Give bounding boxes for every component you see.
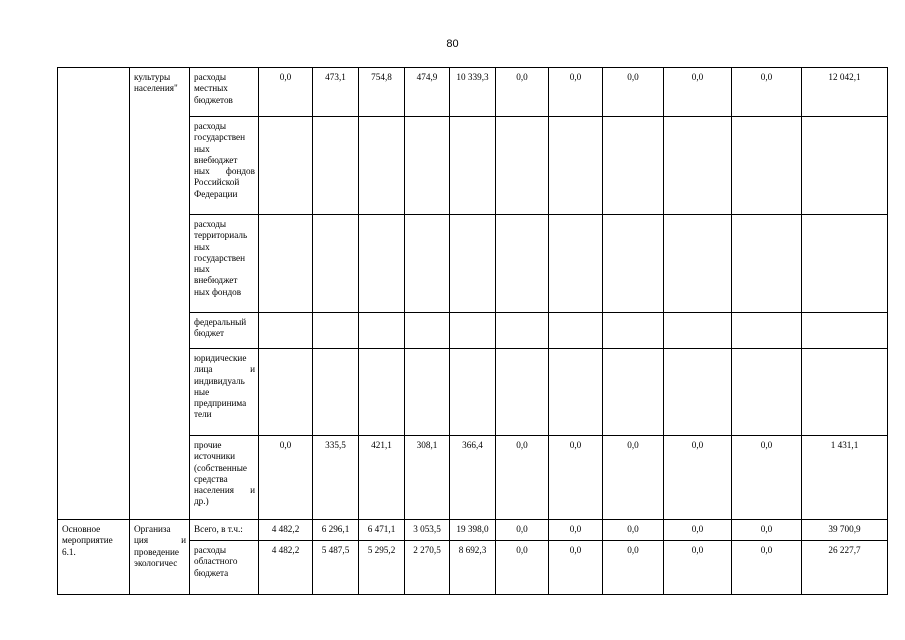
value-cell <box>359 313 405 349</box>
value-cell <box>802 117 888 215</box>
value-cell <box>732 117 802 215</box>
page-number: 80 <box>446 38 459 50</box>
funding-source-cell: расходы местных бюджетов <box>190 68 259 117</box>
value-cell <box>603 215 664 313</box>
value-cell <box>359 117 405 215</box>
value-cell <box>549 313 603 349</box>
value-cell <box>450 313 496 349</box>
value-cell: 0,0 <box>603 520 664 541</box>
value-cell <box>313 313 359 349</box>
value-cell: 5 487,5 <box>313 541 359 595</box>
value-cell: 39 700,9 <box>802 520 888 541</box>
value-cell: 4 482,2 <box>259 541 313 595</box>
value-cell: 0,0 <box>732 520 802 541</box>
value-cell: 0,0 <box>664 541 732 595</box>
budget-table <box>57 67 888 595</box>
value-cell <box>405 117 450 215</box>
value-cell: 3 053,5 <box>405 520 450 541</box>
value-cell: 0,0 <box>496 520 549 541</box>
value-cell: 0,0 <box>664 520 732 541</box>
value-cell: 474,9 <box>405 68 450 117</box>
value-cell <box>802 215 888 313</box>
value-cell <box>259 215 313 313</box>
funding-source-cell: Всего, в т.ч.: <box>190 520 259 541</box>
value-cell <box>802 313 888 349</box>
value-cell <box>664 313 732 349</box>
value-cell <box>359 215 405 313</box>
value-cell <box>450 215 496 313</box>
value-cell <box>313 215 359 313</box>
value-cell: 0,0 <box>496 68 549 117</box>
value-cell <box>496 313 549 349</box>
value-cell <box>405 349 450 436</box>
value-cell <box>496 349 549 436</box>
funding-source-cell: расходы областного бюджета <box>190 541 259 595</box>
value-cell: 6 471,1 <box>359 520 405 541</box>
value-cell <box>259 313 313 349</box>
value-cell <box>549 349 603 436</box>
value-cell <box>802 349 888 436</box>
value-cell <box>664 349 732 436</box>
table-row <box>58 68 888 117</box>
program-name-cell: Организа ция и проведение экологичес <box>130 520 190 595</box>
measure-cell <box>58 68 130 520</box>
value-cell: 0,0 <box>549 68 603 117</box>
value-cell: 6 296,1 <box>313 520 359 541</box>
value-cell: 12 042,1 <box>802 68 888 117</box>
value-cell: 19 398,0 <box>450 520 496 541</box>
value-cell <box>496 117 549 215</box>
value-cell: 5 295,2 <box>359 541 405 595</box>
value-cell: 366,4 <box>450 436 496 520</box>
measure-cell: Основное мероприятие 6.1. <box>58 520 130 595</box>
value-cell: 0,0 <box>603 68 664 117</box>
value-cell <box>405 215 450 313</box>
value-cell <box>259 117 313 215</box>
value-cell <box>732 313 802 349</box>
value-cell: 335,5 <box>313 436 359 520</box>
value-cell <box>313 349 359 436</box>
value-cell <box>664 117 732 215</box>
value-cell <box>603 117 664 215</box>
funding-source-cell: расходы территориаль ных государствен ных внебюджет ных фондов <box>190 215 259 313</box>
value-cell <box>313 117 359 215</box>
funding-source-cell: расходы государствен ных внебюджет ных фондов Российской Федерации <box>190 117 259 215</box>
value-cell <box>603 349 664 436</box>
value-cell: 1 431,1 <box>802 436 888 520</box>
value-cell <box>549 117 603 215</box>
value-cell <box>450 349 496 436</box>
value-cell <box>259 349 313 436</box>
value-cell: 0,0 <box>549 541 603 595</box>
value-cell: 0,0 <box>549 520 603 541</box>
value-cell: 0,0 <box>732 436 802 520</box>
value-cell <box>549 215 603 313</box>
value-cell: 0,0 <box>732 68 802 117</box>
value-cell <box>405 313 450 349</box>
value-cell <box>450 117 496 215</box>
table-row <box>58 520 888 541</box>
value-cell <box>664 215 732 313</box>
value-cell: 0,0 <box>549 436 603 520</box>
value-cell: 473,1 <box>313 68 359 117</box>
value-cell: 4 482,2 <box>259 520 313 541</box>
value-cell: 0,0 <box>664 68 732 117</box>
value-cell: 0,0 <box>259 436 313 520</box>
value-cell: 0,0 <box>732 541 802 595</box>
value-cell: 421,1 <box>359 436 405 520</box>
value-cell <box>732 215 802 313</box>
value-cell: 0,0 <box>496 541 549 595</box>
funding-source-cell: прочие источники (собственные средства населения и др.) <box>190 436 259 520</box>
value-cell <box>496 215 549 313</box>
value-cell: 0,0 <box>664 436 732 520</box>
funding-source-cell: федеральный бюджет <box>190 313 259 349</box>
value-cell: 308,1 <box>405 436 450 520</box>
value-cell: 8 692,3 <box>450 541 496 595</box>
value-cell: 0,0 <box>603 541 664 595</box>
value-cell <box>603 313 664 349</box>
value-cell: 2 270,5 <box>405 541 450 595</box>
value-cell: 0,0 <box>496 436 549 520</box>
value-cell <box>359 349 405 436</box>
value-cell: 0,0 <box>259 68 313 117</box>
value-cell: 754,8 <box>359 68 405 117</box>
value-cell: 10 339,3 <box>450 68 496 117</box>
value-cell: 0,0 <box>603 436 664 520</box>
value-cell <box>732 349 802 436</box>
funding-source-cell: юридические лица и индивидуаль ные предпринима тели <box>190 349 259 436</box>
value-cell: 26 227,7 <box>802 541 888 595</box>
program-name-cell: культуры населения" <box>130 68 190 520</box>
